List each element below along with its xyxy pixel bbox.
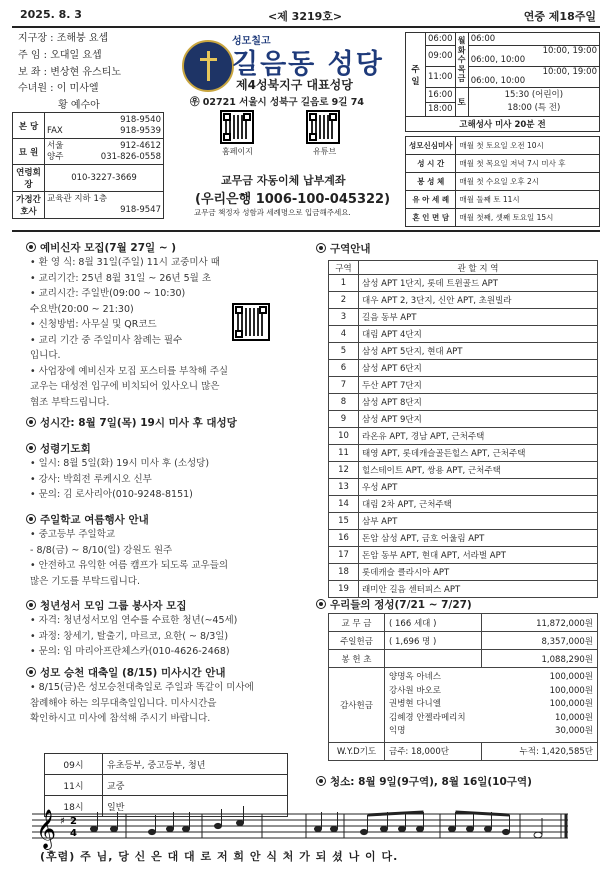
contact-label: 본 당 bbox=[13, 113, 45, 139]
church-address: ㉾ 02721 서울시 성북구 길음로 9길 74 bbox=[190, 97, 364, 108]
section-body: • 중고등부 주일학교 - 8/8(금) ~ 8/10(일) 강원도 원주 • 안전하고 유익한 여름 캠프가 되도록 교우들의 많은 기도를 부탁드립니다. bbox=[30, 529, 229, 587]
contact-phone: 918-9540 bbox=[120, 114, 161, 125]
confession-note: 고해성사 미사 20분 전 bbox=[406, 117, 600, 132]
mass-schedule: 주일 06:00 월화수목금 06:00 09:00 10:00, 19:00 06:00, 10:00 11:00 10:00, 19:00 06:00, 10:00 16:00 토 15:30 (어린이) 18:00 (특 전) 18:00 고해성사 미사 20분 전 bbox=[405, 32, 600, 132]
section-body: • 8/15(금)은 성모승천대축일로 주일과 똑같이 미사에 참례해야 하는 의무대축일입니다. 미사시간을 확인하시고 미사에 참석해 주시기 바랍니다. bbox=[30, 682, 254, 724]
section-body: • 환 영 식: 8월 31일(주일) 11시 교중미사 때 • 교리기간: 25년 8월 31일 ~ 26년 5월 초 • 교리시간: 주일반(09:00 ~ 10:30) 수요반(20:00 ~ 21:30) • 신청방법: 사무실 및 QR코드 • 교리 기간 중 주일미사 참례는 필수 입니다. • 사업장에 예비신자 모집 포스터를 부착해 주실 교우는 대성전 입구에 비치되어 있사오니 많은 협조 부탁드립니다. bbox=[30, 257, 229, 408]
bank-account: (우리은행 1006-100-045322) bbox=[195, 192, 391, 207]
notes bbox=[91, 806, 543, 838]
contact-label: 연령회장 bbox=[13, 165, 45, 192]
staff-nun2: 황 예수아 bbox=[58, 100, 100, 112]
staff-deputy: 보 좌 : 변상현 유스티노 bbox=[18, 66, 122, 78]
thanks-list: 양명옥 아네스 100,000원 강사원 바오로 100,000원 권병현 다니엘 100,000원 김혜경 안젤라메리치 10,000원 익명 30,000원 bbox=[385, 668, 598, 743]
section-title: 주일학교 여름행사 안내 bbox=[26, 512, 149, 527]
section-title: 성령기도회 bbox=[26, 441, 91, 456]
church-logo bbox=[182, 40, 234, 92]
mass-sunday-label: 주일 bbox=[406, 33, 426, 117]
section-title: 성시간: 8월 7일(목) 19시 미사 후 대성당 bbox=[26, 415, 237, 430]
registration-qr[interactable] bbox=[232, 303, 270, 341]
divider bbox=[12, 230, 600, 232]
hymn-lyrics: (후렴) 주 님, 당 신 은 대 대 로 저 희 안 식 처 가 되 셨 나 이 다. bbox=[40, 850, 399, 863]
section-title: 우리들의 정성(7/21 ~ 7/27) bbox=[316, 597, 472, 612]
contact-label: 가정간호사 bbox=[13, 192, 45, 219]
section-title: 청년성서 모임 그룹 봉사자 모집 bbox=[26, 598, 186, 613]
bank-note: 교무금 책정자 성함과 세례명으로 입금해주세요. bbox=[194, 208, 351, 217]
divider bbox=[12, 26, 600, 28]
church-subname: 제4성북지구 대표성당 bbox=[236, 78, 353, 92]
header bbox=[12, 6, 600, 24]
qr-label: 홈페이지 bbox=[222, 147, 253, 156]
weekday-times: 10:00, 19:00 06:00, 10:00 bbox=[468, 46, 599, 67]
issue-number: <제 3219호> bbox=[268, 10, 343, 23]
staff-list bbox=[18, 31, 121, 115]
contact-label: 묘 원 bbox=[13, 139, 45, 165]
svg-text:4: 4 bbox=[70, 828, 77, 839]
contact-fax: 918-9539 bbox=[120, 125, 161, 136]
staff-assist: 주 임 : 오대일 요셉 bbox=[18, 49, 102, 61]
church-subtitle: 성모칠고 bbox=[232, 36, 271, 47]
issue-date: 2025. 8. 3 bbox=[20, 8, 82, 21]
weekday-label: 월화수목금 bbox=[455, 33, 468, 88]
section-body: • 일시: 8월 5일(화) 19시 미사 후 (소성당) • 강사: 박희전 루케시오 신부 • 문의: 김 로사리아(010-9248-8151) bbox=[30, 458, 210, 500]
qr-label: 유튜브 bbox=[313, 147, 337, 156]
sharp-sign: ♯ bbox=[60, 816, 65, 827]
liturgical-week: 연중 제18주일 bbox=[523, 10, 596, 23]
youtube-qr[interactable] bbox=[306, 110, 340, 144]
svg-text:2: 2 bbox=[70, 816, 77, 827]
staff-pastor: 지구장 : 조해붕 요셉 bbox=[18, 33, 109, 44]
homepage-qr[interactable] bbox=[220, 110, 254, 144]
saturday-label: 토 bbox=[455, 88, 468, 117]
section-title: 예비신자 모집(7월 27일 ~ ) bbox=[26, 240, 176, 255]
section-title: 구역안내 bbox=[316, 241, 371, 256]
sacrament-schedule: 성모신심미사 매월 첫 토요일 오전 10시 성 시 간 매월 첫 목요일 저녁 7시 미사 후 봉 성 체 매월 첫 수요일 오후 2시 유 아 세 례 매월 둘째 토 11시 혼 인 면 담 매월 첫째, 셋째 토요일 15시 bbox=[405, 136, 600, 227]
section-title: 청소: 8월 9일(9구역), 8월 16일(10구역) bbox=[316, 774, 532, 789]
offering-table: 교 무 금 ( 166 세대 ) 11,872,000원 주일헌금 ( 1,696 명 ) 8,357,000원 봉 헌 초 1,088,290원 감사헌금 양명옥 아네스 100,000원 강사원 바오로 100,000원 권병현 다니엘 100,000원 김혜경 안젤라메리치 10,000원 익명 30,000원 W.Y.D기도 금주: 18,000단 누적: 1,420,585단 bbox=[328, 613, 598, 761]
district-table: 구역 관 할 지 역 1 삼성 APT 1단지, 롯데 트윈골드 APT 2 대우 APT 2, 3단지, 신안 APT, 초원빌라 3 길음 동부 APT 4 대림 APT 4단지 5 삼성 APT 5단지, 현대 APT 6 삼성 APT 6단지 7 두산 APT 7단지 8 삼성 APT 8단지 9 삼성 APT 9단지 10 라온유 APT, 경남 APT, 근처주택 11 태영 APT, 롯데캐슬골든힐스 APT, 근처주택 12 힐스테이트 APT, 쌍용 APT, 근처주택 13 우성 APT 14 대림 2차 APT, 근처주택 15 삼부 APT 16 돈암 삼성 APT, 금호 어울림 APT 17 돈암 동부 APT, 현대 APT, 서라벌 APT 18 롯데캐슬 클라시아 APT 19 래미안 길음 센터피스 APT bbox=[328, 260, 598, 598]
bank-title: 교무금 자동이체 납부계좌 bbox=[221, 174, 346, 187]
assumption-mass-table: 09시 유초등부, 중고등부, 청년 11시 교중 18시 일반 bbox=[44, 753, 288, 817]
contact-table: 본 당 918-9540 FAX 918-9539 묘 원 서울 912-4612 양주 031-826-0558 연령회장 010-3227-3669 가정간호사 교육관 지하 1층 918-9547 bbox=[12, 112, 164, 219]
section-title: 성모 승천 대축일 (8/15) 미사시간 안내 bbox=[26, 665, 226, 680]
staff-nun: 수녀원 : 이 미사엘 bbox=[18, 83, 99, 95]
church-name: 길음동 성당 bbox=[232, 49, 384, 80]
treble-clef: 𝄞 bbox=[36, 809, 57, 849]
section-body: • 자격: 청년성서모임 연수를 수료한 청년(~45세) • 과정: 창세기, 탈출기, 마르코, 요한( ~ 8/3일) • 문의: 임 마리아프란체스카(010-4626-2468) bbox=[30, 615, 238, 657]
